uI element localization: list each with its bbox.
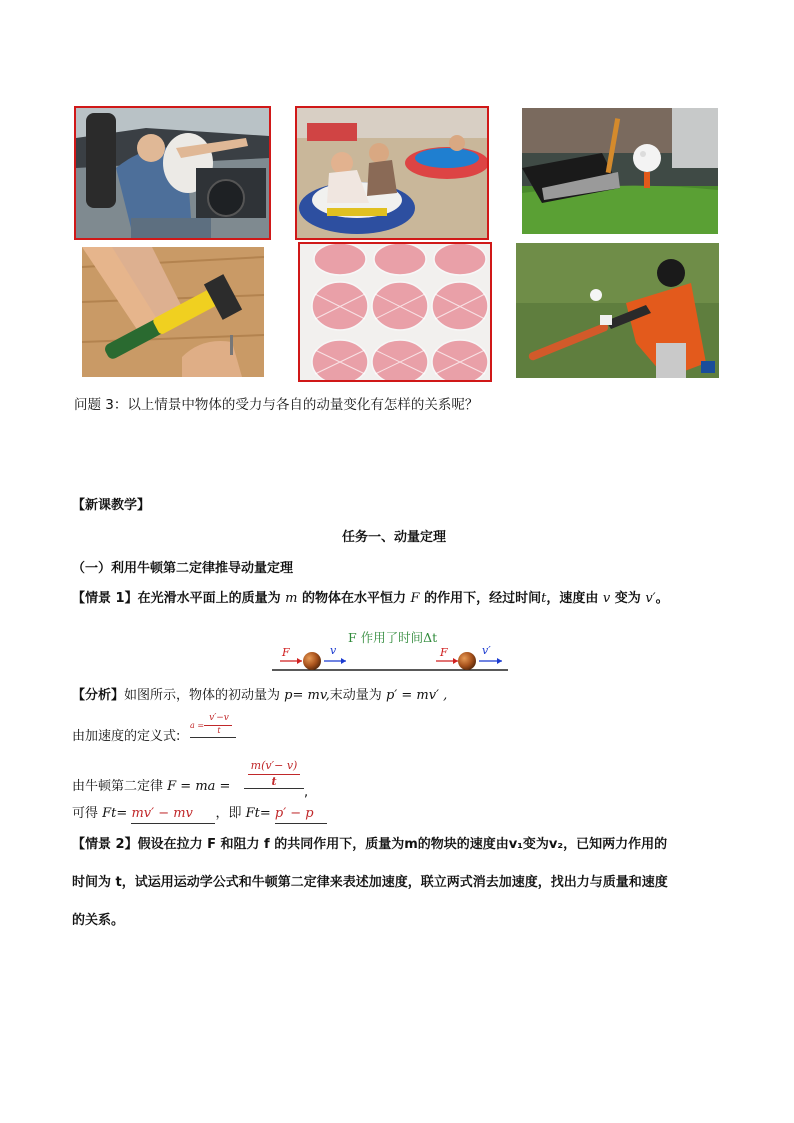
analysis-text: 如图所示，物体的初动量为 xyxy=(124,688,281,703)
newton-numerator: m(v′− v) xyxy=(250,759,298,772)
diagram-caption: F 作用了时间Δt xyxy=(348,630,438,645)
scene1-text-d: ，速度由 xyxy=(546,591,599,606)
baseball-batter-photo xyxy=(516,243,719,378)
scene1-text-b: 的物体在水平恒力 xyxy=(301,591,406,606)
result-label: 可得 xyxy=(72,806,99,821)
p-initial: p= mv, xyxy=(284,688,330,703)
golf-ball-photo xyxy=(522,108,718,234)
scene1-text-e: 变为 xyxy=(614,591,641,606)
motion-diagram xyxy=(270,626,510,676)
accel-a-eq: a = xyxy=(190,721,205,730)
result-Ft1: Ft= xyxy=(102,806,128,821)
accel-label: 由加速度的定义式: xyxy=(72,729,181,744)
scene2-line3: 的关系。 xyxy=(72,913,125,928)
analysis-text2: 末动量为 xyxy=(329,688,382,703)
label-v-right: v′ xyxy=(482,644,491,657)
scene1-v: v xyxy=(602,591,611,606)
accel-numerator: v′−v xyxy=(209,713,229,723)
label-v-left: v xyxy=(330,644,337,657)
newton-denominator: t xyxy=(271,775,277,788)
scene1-m: m xyxy=(285,591,298,606)
scene2-line1 xyxy=(72,836,667,854)
scene2-line2: 时间为 t，试运用运动学公式和牛顿第二定律来表述加速度，联立两式消去加速度，找出力与质量和速度 xyxy=(72,875,668,890)
accel-denominator: t xyxy=(217,726,221,735)
result-answer1: mv′ − mv xyxy=(131,805,215,824)
analysis-line xyxy=(72,687,447,705)
newton-formula: F = ma = xyxy=(167,779,231,794)
section-label: 【新课教学】 xyxy=(72,498,151,513)
task-title: 任务一、动量定理 xyxy=(342,530,447,545)
result-answer2: p′ − p xyxy=(275,805,327,824)
accel-fraction xyxy=(190,713,236,738)
ball-left xyxy=(303,652,321,670)
result-sep: ，即 xyxy=(215,806,242,821)
scene2-tag: 【情景 2】 xyxy=(72,837,138,852)
hammer-nail-photo xyxy=(82,247,264,377)
analysis-tag: 【分析】 xyxy=(72,688,125,703)
ball-right xyxy=(458,652,476,670)
result-line xyxy=(72,805,327,824)
p-final: p′ = mv′ , xyxy=(385,688,448,703)
label-F-right: F xyxy=(440,646,448,659)
packaged-fruit-photo xyxy=(298,242,492,382)
newton-line xyxy=(72,778,230,796)
result-Ft2: Ft= xyxy=(245,806,271,821)
label-F-left: F xyxy=(282,646,290,659)
bumper-cars-photo xyxy=(295,106,489,240)
newton-label: 由牛顿第二定律 xyxy=(72,779,164,794)
scene1-text-c: 的作用下，经过时间 xyxy=(424,591,542,606)
newton-fraction xyxy=(244,759,304,789)
scene1-tag: 【情景 1】 xyxy=(72,591,138,606)
scene1-paragraph xyxy=(72,590,669,608)
question-3: 问题 3：以上情景中物体的受力与各自的动量变化有怎样的关系呢？ xyxy=(74,397,479,413)
subsection-title: （一）利用牛顿第二定律推导动量定理 xyxy=(72,561,294,576)
car-airbag-photo xyxy=(74,106,271,240)
scene1-text-a: 在光滑水平面上的质量为 xyxy=(137,591,281,606)
newton-comma: , xyxy=(304,785,309,800)
scene1-text-f: 。 xyxy=(655,591,669,606)
scene1-F: F xyxy=(410,591,420,606)
scene1-v-prime: v′ xyxy=(645,591,656,606)
scene1-t: t xyxy=(541,591,547,606)
scene2-text-1: 假设在拉力 F 和阻力 f 的共同作用下，质量为m的物块的速度由v₁变为v₂，已知两力作用的 xyxy=(137,837,668,852)
